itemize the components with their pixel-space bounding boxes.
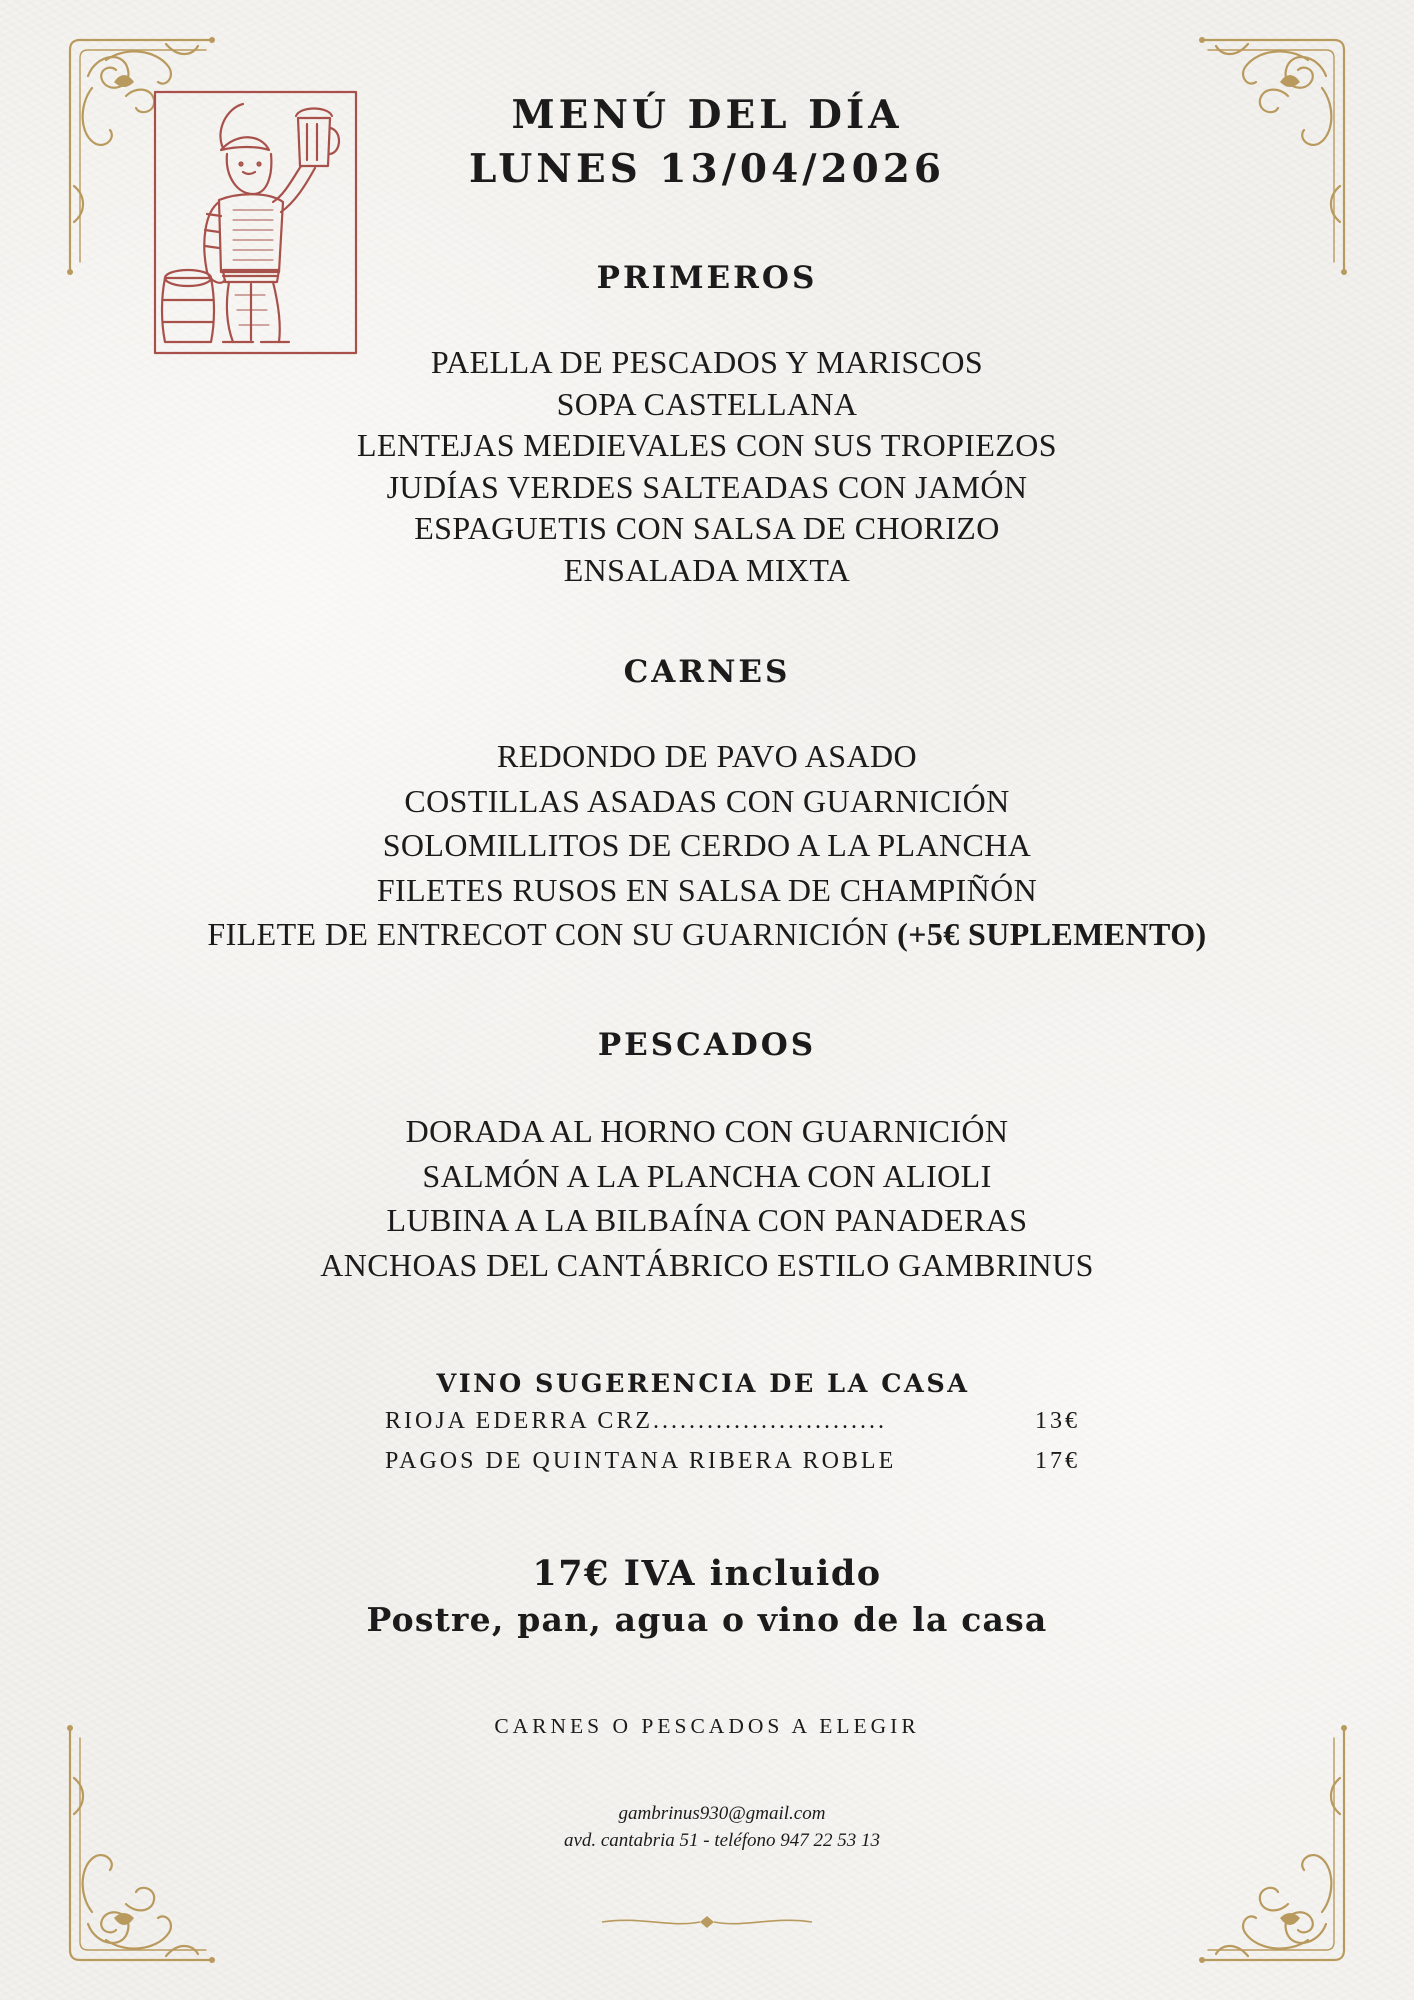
- wine-heading: VINO SUGERENCIA DE LA CASA: [436, 1369, 970, 1399]
- menu-date: LUNES 13/04/2026: [469, 146, 945, 192]
- choice-note: CARNES O PESCADOS A ELEGIR: [494, 1714, 920, 1738]
- supplement-note: (+5€ SUPLEMENTO): [897, 916, 1207, 952]
- section-heading-primeros: PRIMEROS: [596, 260, 818, 296]
- dish-item: PAELLA DE PESCADOS Y MARISCOS: [430, 344, 984, 380]
- dish-item: ANCHOAS DEL CANTÁBRICO ESTILO GAMBRINUS: [320, 1246, 1094, 1283]
- dish-item: FILETE DE ENTRECOT CON SU GUARNICIÓN: [207, 916, 889, 952]
- pescados-list: [0, 1109, 1414, 1287]
- wine-price: 17€: [1035, 1448, 1080, 1474]
- dish-item: REDONDO DE PAVO ASADO: [496, 738, 918, 774]
- dish-item: FILETES RUSOS EN SALSA DE CHAMPIÑÓN: [376, 871, 1038, 908]
- wine-item: [385, 1441, 1080, 1481]
- section-heading-pescados: PESCADOS: [597, 1027, 817, 1063]
- wine-name: RIOJA EDERRA CRZ..........................: [385, 1408, 888, 1434]
- dish-item: SOPA CASTELLANA: [556, 385, 858, 422]
- dish-item: SOLOMILLITOS DE CERDO A LA PLANCHA: [382, 827, 1032, 863]
- wine-list: [385, 1401, 1080, 1481]
- menu-price: 17€ IVA incluido: [532, 1553, 882, 1594]
- carnes-list: [0, 734, 1414, 957]
- contact-email: gambrinus930@gmail.com: [618, 1803, 826, 1824]
- contact-address: avd. cantabria 51 - teléfono 947 22 53 13: [563, 1830, 881, 1851]
- dish-item: COSTILLAS ASADAS CON GUARNICIÓN: [404, 782, 1010, 819]
- dish-item-with-supplement: [0, 912, 1414, 957]
- menu-title: MENÚ DEL DÍA: [511, 92, 903, 138]
- primeros-list: [0, 342, 1414, 591]
- wine-price: 13€: [1035, 1408, 1080, 1434]
- dish-item: JUDÍAS VERDES SALTEADAS CON JAMÓN: [386, 468, 1028, 505]
- dish-item: ESPAGUETIS CON SALSA DE CHORIZO: [414, 510, 1000, 546]
- menu-includes: Postre, pan, agua o vino de la casa: [366, 1600, 1048, 1639]
- dish-item: SALMÓN A LA PLANCHA CON ALIOLI: [422, 1157, 992, 1194]
- dish-item: ENSALADA MIXTA: [563, 551, 851, 588]
- dish-item: DORADA AL HORNO CON GUARNICIÓN: [405, 1113, 1009, 1149]
- dish-item: LENTEJAS MEDIEVALES CON SUS TROPIEZOS: [357, 427, 1057, 463]
- wine-name: PAGOS DE QUINTANA RIBERA ROBLE: [385, 1448, 897, 1474]
- dish-item: LUBINA A LA BILBAÍNA CON PANADERAS: [386, 1202, 1028, 1238]
- bottom-ornament-icon: [600, 1914, 814, 1930]
- wine-item: [385, 1401, 1080, 1441]
- contact-block: [15, 1800, 1414, 1854]
- section-heading-carnes: CARNES: [623, 654, 791, 690]
